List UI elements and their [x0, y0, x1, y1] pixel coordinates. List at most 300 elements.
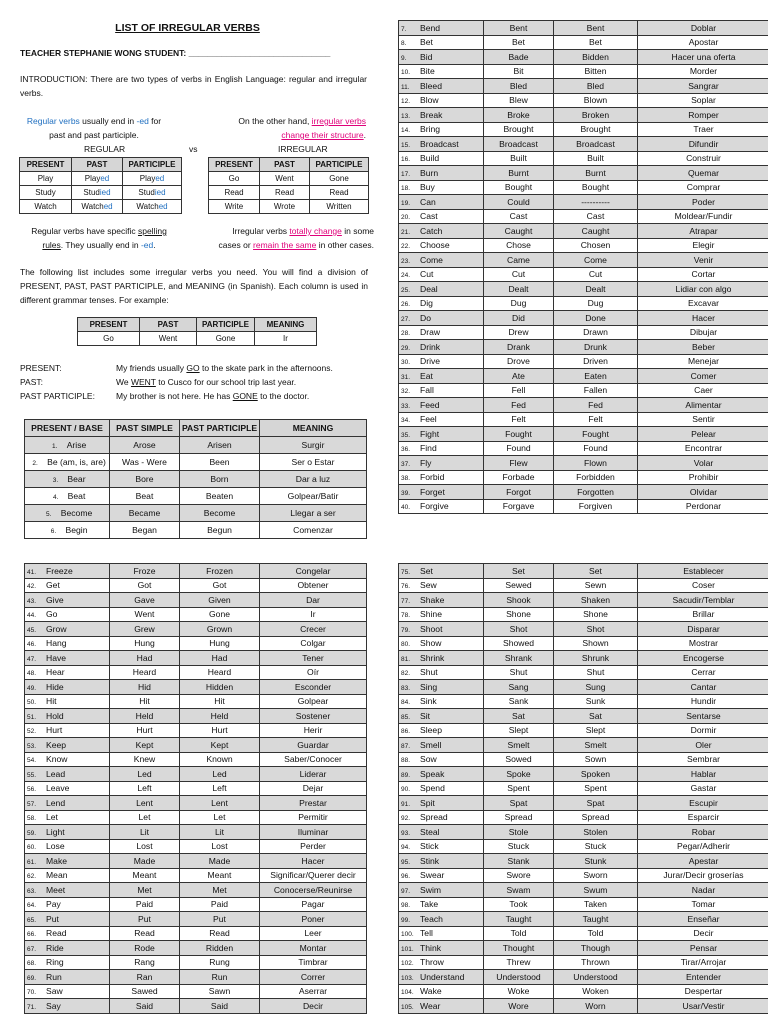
row-number: 47. [27, 655, 37, 663]
row-number: 26. [401, 301, 411, 309]
past-simple-cell: Made [110, 854, 180, 869]
meaning-cell: Caer [638, 383, 768, 398]
verb-row [399, 825, 768, 840]
past-simple-cell: Bet [484, 35, 554, 50]
base-form: Meet [46, 884, 66, 895]
base-form: Fight [420, 428, 440, 439]
meaning-cell: Tener [260, 651, 367, 666]
row-number: 44. [27, 612, 37, 620]
verb-row [25, 471, 367, 488]
row-number: 39. [401, 489, 411, 497]
base-form: Draw [420, 327, 441, 338]
past-simple-cell: Bore [110, 471, 180, 488]
base-form: Let [46, 812, 58, 823]
row-number: 78. [401, 612, 411, 620]
meaning-cell: Permitir [260, 810, 367, 825]
past-participle-cell: Ridden [180, 941, 260, 956]
verb-cell: Gone [310, 172, 369, 186]
past-participle-cell: Gone [180, 607, 260, 622]
base-form: Swear [420, 870, 445, 881]
row-number: 76. [401, 583, 411, 591]
irregular_table-header: PARTICIPLE [310, 158, 369, 172]
past-simple-cell: Forbade [484, 470, 554, 485]
row-number: 65. [27, 916, 37, 924]
verb-row [399, 224, 768, 239]
verb-row [399, 195, 768, 210]
base-form: Dig [420, 298, 433, 309]
past-participle-cell: Taken [554, 897, 638, 912]
base-form: Forgive [420, 501, 449, 512]
row-number: 16. [401, 156, 411, 164]
base-form-cell [399, 93, 484, 108]
table-row [209, 200, 369, 214]
row-number: 13. [401, 112, 411, 120]
row-number: 31. [401, 373, 411, 381]
meaning-cell: Herir [260, 723, 367, 738]
verb-row [399, 485, 768, 500]
past-simple-cell: Let [110, 810, 180, 825]
base-form: Bid [420, 51, 433, 62]
row-number: 104. [401, 989, 414, 997]
base-form: Come [420, 254, 443, 265]
base-form-cell [25, 471, 110, 488]
past-participle-cell: Sown [554, 752, 638, 767]
verb-row [399, 412, 768, 427]
verb-row [399, 564, 768, 579]
row-number: 17. [401, 170, 411, 178]
verb-row [399, 311, 768, 326]
past-simple-cell: Led [110, 767, 180, 782]
verb-row [399, 593, 768, 608]
past-participle-cell: Given [180, 593, 260, 608]
verb-row [25, 970, 367, 985]
base-form-cell [25, 796, 110, 811]
verb-row [399, 383, 768, 398]
past-participle-cell: Found [554, 441, 638, 456]
irregular-verbs-term: irregular verbs change their structure [281, 116, 366, 140]
verb-row [25, 622, 367, 637]
base-form: Hear [46, 667, 65, 678]
base-form-cell [399, 926, 484, 941]
meaning-cell: Ser o Estar [260, 454, 367, 471]
verb-row [399, 622, 768, 637]
irregular-verbs-intro: On the other hand, irregular verbs change their structure. [238, 116, 366, 140]
irregular-label: IRREGULAR [278, 144, 328, 154]
meaning-cell: Ir [260, 607, 367, 622]
past-participle-cell: Shut [554, 665, 638, 680]
verb-row [25, 437, 367, 454]
past-simple-cell: Paid [110, 897, 180, 912]
verb-row [399, 955, 768, 970]
meaning-cell: Coser [638, 578, 768, 593]
base-form: Read [46, 928, 67, 939]
example-present: Go [78, 332, 140, 346]
meaning-cell: Lidiar con algo [638, 282, 768, 297]
meaning-cell: Encogerse [638, 651, 768, 666]
base-form: Shut [420, 667, 438, 678]
verb-cell: Read [209, 186, 260, 200]
base-form-cell [25, 941, 110, 956]
base-form: Begin [65, 525, 88, 535]
base-form-cell [399, 311, 484, 326]
row-number: 3. [52, 477, 59, 484]
past-participle-cell: Hung [180, 636, 260, 651]
base-form-cell [25, 694, 110, 709]
past-simple-cell: Understood [484, 970, 554, 985]
past-participle-cell: Bent [554, 21, 638, 36]
past-participle-cell: Had [180, 651, 260, 666]
past-simple-cell: Told [484, 926, 554, 941]
base-form: Teach [420, 913, 443, 924]
base-form: Hold [46, 710, 64, 721]
past-simple-cell: Cast [484, 209, 554, 224]
past-participle-cell: Sewn [554, 578, 638, 593]
row-number: 98. [401, 902, 411, 910]
base-form-cell [25, 723, 110, 738]
base-form: Bring [420, 124, 441, 135]
past-simple-cell: Woke [484, 984, 554, 999]
past-participle-cell: Fallen [554, 383, 638, 398]
past-participle-cell: Shrunk [554, 651, 638, 666]
row-number: 6. [50, 528, 57, 535]
regular_table-header: PARTICIPLE [123, 158, 182, 172]
base-form-cell [25, 854, 110, 869]
participle-cell: Played [123, 172, 182, 186]
row-number: 100. [401, 931, 414, 939]
regular-verbs-intro: Regular verbs usually end in -ed for past and past participle. [26, 116, 162, 140]
past-simple-cell: Smelt [484, 738, 554, 753]
row-number: 90. [401, 786, 411, 794]
meaning-cell: Correr [260, 970, 367, 985]
present-cell: Play [20, 172, 72, 186]
base-form: Spread [420, 812, 448, 823]
meaning-cell: Montar [260, 941, 367, 956]
past-simple-cell: Sawed [110, 984, 180, 999]
past-participle-cell: Felt [554, 412, 638, 427]
past-participle-cell: Spent [554, 781, 638, 796]
example-header-present: PRESENT [78, 318, 140, 332]
past-participle-cell: Made [180, 854, 260, 869]
base-form: Catch [420, 225, 443, 236]
past-simple-cell: Swore [484, 868, 554, 883]
base-form-cell [399, 825, 484, 840]
verb-row [399, 456, 768, 471]
past-participle-cell: Drunk [554, 340, 638, 355]
base-form: Beat [67, 491, 86, 501]
row-number: 57. [27, 800, 37, 808]
base-form: Shoot [420, 623, 443, 634]
past-simple-cell: Meant [110, 868, 180, 883]
row-number: 71. [27, 1003, 37, 1011]
past-participle-cell: Dealt [554, 282, 638, 297]
past-simple-cell: Gave [110, 593, 180, 608]
meaning-cell: Nadar [638, 883, 768, 898]
verb-row [25, 839, 367, 854]
verbs-table-75-105 [398, 563, 768, 1014]
past-participle-cell: Kept [180, 738, 260, 753]
base-form-cell [25, 825, 110, 840]
meaning-cell: Despertar [638, 984, 768, 999]
past-simple-cell: Fought [484, 427, 554, 442]
row-number: 91. [401, 800, 411, 808]
past-participle-cell: Sawn [180, 984, 260, 999]
verb-row [399, 723, 768, 738]
meaning-cell: Prohibir [638, 470, 768, 485]
base-form: Spend [420, 783, 445, 794]
base-form-cell [25, 564, 110, 579]
past-participle-cell: Frozen [180, 564, 260, 579]
base-form: Find [420, 443, 437, 454]
base-form-cell [399, 694, 484, 709]
past-simple-cell: Shut [484, 665, 554, 680]
base-form-cell [399, 499, 484, 514]
row-number: 38. [401, 475, 411, 483]
past-participle-cell: Stolen [554, 825, 638, 840]
past-participle-cell: Born [180, 471, 260, 488]
base-form-cell [399, 810, 484, 825]
past-simple-cell: Bade [484, 50, 554, 65]
base-form: Bet [420, 37, 433, 48]
base-form-cell [25, 505, 110, 522]
base-form: Sew [420, 580, 437, 591]
base-form-cell [25, 680, 110, 695]
row-number: 50. [27, 699, 37, 707]
base-form-cell [399, 79, 484, 94]
example-present-sentence: PRESENT: My friends usually GO to the skate park in the afternoons. [20, 363, 333, 373]
column-header: PAST PARTICIPLE [180, 420, 260, 437]
past-participle-cell: Forgiven [554, 499, 638, 514]
base-form: Bend [420, 22, 441, 33]
verb-row [25, 709, 367, 724]
past-simple-cell: Wore [484, 999, 554, 1014]
base-form-cell [25, 999, 110, 1014]
past-simple-cell: Went [110, 607, 180, 622]
base-form: Get [46, 580, 60, 591]
verbs-table-7-40 [398, 20, 768, 514]
base-form-cell [25, 781, 110, 796]
past-simple-cell: Lost [110, 839, 180, 854]
row-number: 80. [401, 641, 411, 649]
base-form-cell [399, 607, 484, 622]
base-form: Arise [66, 440, 87, 450]
past-simple-cell: Caught [484, 224, 554, 239]
base-form-cell [399, 738, 484, 753]
base-form-cell [399, 665, 484, 680]
base-form-cell [25, 622, 110, 637]
meaning-cell: Morder [638, 64, 768, 79]
row-number: 60. [27, 844, 37, 852]
base-form-cell [399, 564, 484, 579]
row-number: 33. [401, 402, 411, 410]
base-form-cell [25, 709, 110, 724]
past-simple-cell: Swam [484, 883, 554, 898]
meaning-cell: Atrapar [638, 224, 768, 239]
base-form: Throw [420, 957, 444, 968]
base-form-cell [399, 166, 484, 181]
participle-cell: Watched [123, 200, 182, 214]
meaning-cell: Pensar [638, 941, 768, 956]
example-meaning: Ir [255, 332, 317, 346]
past-participle-cell: Sworn [554, 868, 638, 883]
verb-cell: Go [209, 172, 260, 186]
row-number: 83. [401, 684, 411, 692]
row-number: 36. [401, 446, 411, 454]
table-row [20, 172, 182, 186]
meaning-cell: Pagar [260, 897, 367, 912]
verb-row [399, 137, 768, 152]
verb-row [399, 781, 768, 796]
past-simple-cell: Hit [110, 694, 180, 709]
base-form: Hang [46, 638, 67, 649]
base-form: Build [420, 153, 440, 164]
base-form: Lead [46, 768, 66, 779]
regular_table-header: PAST [72, 158, 123, 172]
past-simple-cell: Sat [484, 709, 554, 724]
row-number: 93. [401, 829, 411, 837]
verb-row [399, 499, 768, 514]
row-number: 2. [32, 460, 38, 467]
base-form-cell [399, 955, 484, 970]
base-form: Cast [420, 211, 438, 222]
base-form-cell [399, 723, 484, 738]
base-form-cell [399, 941, 484, 956]
past-participle-cell: Spat [554, 796, 638, 811]
meaning-cell: Sembrar [638, 752, 768, 767]
base-form: Saw [46, 986, 63, 997]
row-number: 49. [27, 684, 37, 692]
past-participle-cell: Understood [554, 970, 638, 985]
meaning-cell: Sostener [260, 709, 367, 724]
verb-row [399, 340, 768, 355]
past-simple-cell: Broadcast [484, 137, 554, 152]
past-participle-cell: Bidden [554, 50, 638, 65]
past-simple-cell: Stole [484, 825, 554, 840]
base-form-cell [399, 970, 484, 985]
base-form: Go [46, 609, 58, 620]
past-participle-cell: Hidden [180, 680, 260, 695]
meaning-cell: Hacer [260, 854, 367, 869]
base-form-cell [25, 651, 110, 666]
past-participle-cell: Told [554, 926, 638, 941]
past-simple-cell: Hurt [110, 723, 180, 738]
row-number: 53. [27, 742, 37, 750]
past-simple-cell: Shrank [484, 651, 554, 666]
past-participle-cell: Flown [554, 456, 638, 471]
meaning-cell: Conocerse/Reunirse [260, 883, 367, 898]
example-header-meaning: MEANING [255, 318, 317, 332]
past-simple-cell: Set [484, 564, 554, 579]
verb-row [25, 999, 367, 1014]
past-participle-cell: Lent [180, 796, 260, 811]
past-simple-cell: Spoke [484, 767, 554, 782]
row-number: 4. [52, 494, 59, 501]
meaning-cell: Tirar/Arrojar [638, 955, 768, 970]
row-number: 45. [27, 626, 37, 634]
base-form: Stink [420, 855, 440, 866]
base-form: Speak [420, 768, 445, 779]
row-number: 66. [27, 931, 37, 939]
meaning-cell: Hablar [638, 767, 768, 782]
past-simple-cell: Spat [484, 796, 554, 811]
meaning-cell: Colgar [260, 636, 367, 651]
past-participle-cell: Fought [554, 427, 638, 442]
example-participle: Gone [197, 332, 255, 346]
verb-row [25, 752, 367, 767]
base-form-cell [399, 485, 484, 500]
base-form-cell [25, 839, 110, 854]
meaning-cell: Apestar [638, 854, 768, 869]
regular-verbs-table [19, 157, 182, 214]
meaning-cell: Dar a luz [260, 471, 367, 488]
row-number: 25. [401, 286, 411, 294]
base-form-cell [25, 912, 110, 927]
irregular_table-header: PAST [260, 158, 310, 172]
row-number: 103. [401, 974, 414, 982]
verb-cell: Write [209, 200, 260, 214]
verb-cell: Read [260, 186, 310, 200]
meaning-cell: Congelar [260, 564, 367, 579]
past-participle-cell: Cut [554, 267, 638, 282]
row-number: 55. [27, 771, 37, 779]
base-form-cell [399, 209, 484, 224]
base-form-cell [399, 427, 484, 442]
regular-spelling-note: Regular verbs have specific spelling rules. They usually end in -ed. [31, 226, 167, 250]
verb-row [25, 868, 367, 883]
past-simple-cell: Froze [110, 564, 180, 579]
base-form: Sit [420, 710, 431, 721]
past-participle-cell: Led [180, 767, 260, 782]
meaning-cell: Comenzar [260, 522, 367, 539]
meaning-cell: Robar [638, 825, 768, 840]
past-simple-cell: Ate [484, 369, 554, 384]
base-form: Lend [46, 797, 66, 808]
verb-cell: Written [310, 200, 369, 214]
past-simple-cell: Bled [484, 79, 554, 94]
verb-row [399, 897, 768, 912]
past-participle-cell: Dug [554, 296, 638, 311]
past-participle-cell: Hurt [180, 723, 260, 738]
base-form: Become [60, 508, 93, 518]
row-number: 18. [401, 185, 411, 193]
past-simple-cell: Fed [484, 398, 554, 413]
row-number: 96. [401, 873, 411, 881]
base-form-cell [399, 781, 484, 796]
meaning-cell: Enseñar [638, 912, 768, 927]
base-form-cell [399, 796, 484, 811]
past-simple-cell: Said [110, 999, 180, 1014]
past-participle-cell: Held [180, 709, 260, 724]
base-form: Pay [46, 899, 61, 910]
verb-row [399, 970, 768, 985]
meaning-cell: Mostrar [638, 636, 768, 651]
past-cell: Studied [72, 186, 123, 200]
meaning-cell: Cortar [638, 267, 768, 282]
row-number: 24. [401, 272, 411, 280]
row-number: 21. [401, 228, 411, 236]
meaning-cell: Liderar [260, 767, 367, 782]
past-simple-cell: Shook [484, 593, 554, 608]
base-form-cell [25, 955, 110, 970]
past-simple-cell: Blew [484, 93, 554, 108]
row-number: 99. [401, 916, 411, 924]
past-participle-cell: Broken [554, 108, 638, 123]
past-simple-cell: Read [110, 926, 180, 941]
meaning-cell: Excavar [638, 296, 768, 311]
row-number: 19. [401, 199, 411, 207]
past-simple-cell: Sank [484, 694, 554, 709]
past-simple-cell: Bit [484, 64, 554, 79]
past-participle-cell: Let [180, 810, 260, 825]
